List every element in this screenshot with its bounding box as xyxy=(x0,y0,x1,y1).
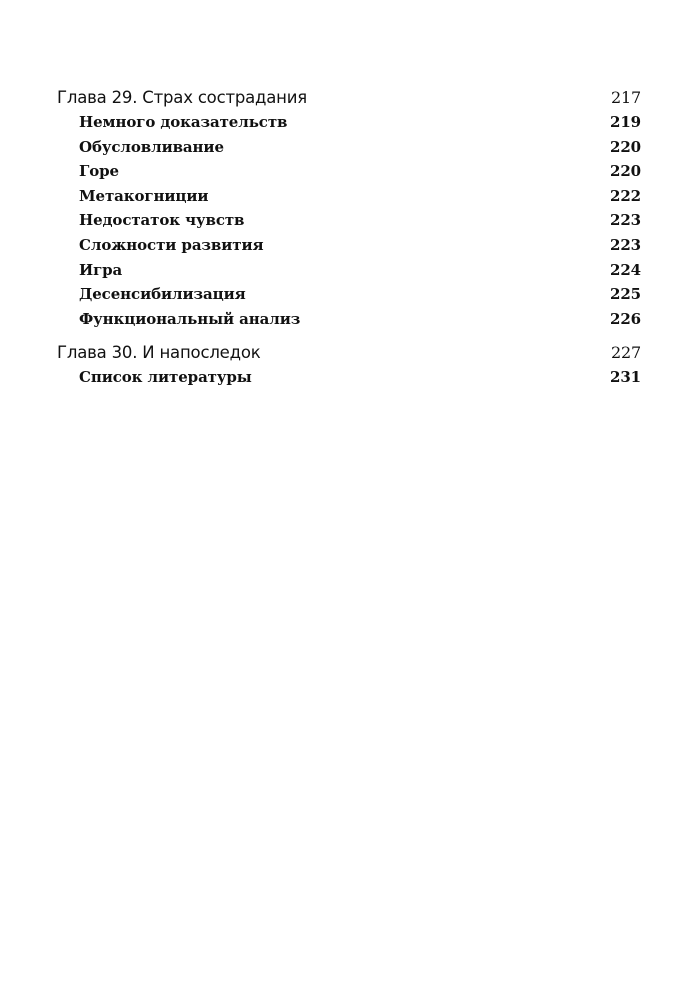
toc-entry[interactable] xyxy=(57,110,641,135)
toc-entry[interactable] xyxy=(57,135,641,160)
toc-entry-page: 222 xyxy=(609,186,641,205)
toc-entry-page: 224 xyxy=(609,260,641,279)
toc-entry-page: 219 xyxy=(609,113,641,131)
toc-entry-title: Игра xyxy=(79,260,123,279)
toc-entry-page: 223 xyxy=(609,211,641,230)
toc-entry-title: Десенсибилизация xyxy=(79,285,246,304)
toc-entry-page: 223 xyxy=(609,235,641,254)
toc-entry-title: Немного доказательств xyxy=(79,113,288,131)
toc-entry-page: 225 xyxy=(609,285,641,304)
chapter-page-number: 227 xyxy=(611,343,641,363)
toc-entry-title: Сложности развития xyxy=(79,235,264,254)
toc-entry[interactable] xyxy=(57,233,641,258)
toc-entry-title: Список литературы xyxy=(79,368,252,387)
toc-entry-title: Горе xyxy=(79,162,119,181)
toc-entry-page: 231 xyxy=(609,368,641,387)
toc-entry[interactable] xyxy=(57,307,641,332)
toc-entry-page: 226 xyxy=(609,309,641,328)
chapter-heading-row[interactable] xyxy=(57,341,641,365)
chapter-heading-row[interactable] xyxy=(57,86,641,110)
toc-entry-page: 220 xyxy=(609,162,641,181)
table-of-contents xyxy=(57,86,641,392)
toc-entry[interactable] xyxy=(57,159,641,184)
chapter-title: Глава 29. Страх сострадания xyxy=(57,88,308,107)
toc-entry-title: Обусловливание xyxy=(79,137,224,156)
toc-entry-title: Недостаток чувств xyxy=(79,211,245,230)
toc-entry[interactable] xyxy=(57,282,641,307)
chapter-page-number: 217 xyxy=(611,88,641,107)
chapter-30 xyxy=(57,341,641,390)
toc-entry[interactable] xyxy=(57,258,641,283)
chapter-29 xyxy=(57,86,641,331)
toc-entry[interactable] xyxy=(57,184,641,209)
toc-entry[interactable] xyxy=(57,365,641,390)
toc-entry[interactable] xyxy=(57,208,641,233)
toc-entry-title: Функциональный анализ xyxy=(79,309,301,328)
chapter-title: Глава 30. И напоследок xyxy=(57,343,261,363)
toc-entry-title: Метакогниции xyxy=(79,186,209,205)
toc-entry-page: 220 xyxy=(609,137,641,156)
